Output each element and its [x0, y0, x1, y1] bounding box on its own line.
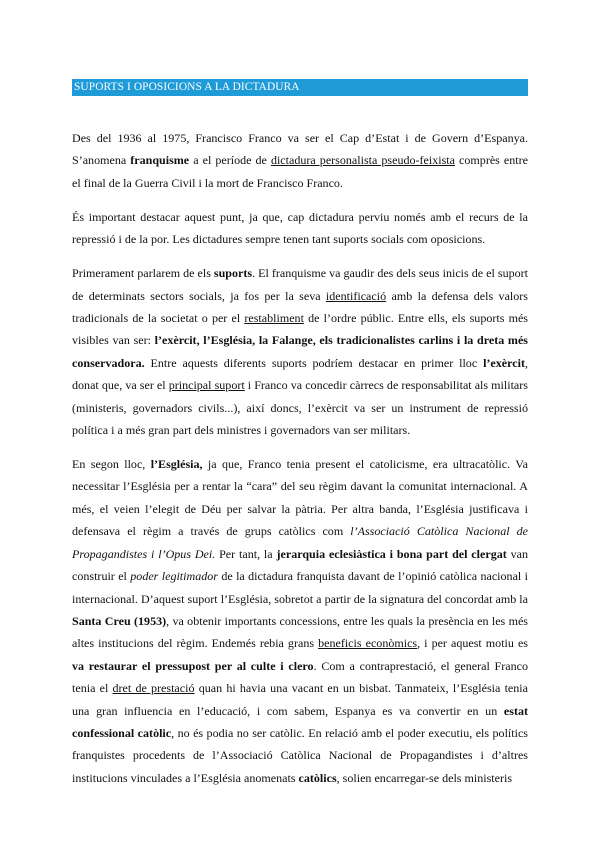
paragraph	[72, 206, 528, 251]
section-title: SUPORTS I OPOSICIONS A LA DICTADURA	[72, 79, 528, 96]
text-run: , donat que, va ser el	[72, 355, 528, 393]
underlined-text: beneficis econòmics	[318, 636, 418, 651]
bold-text: va restaurar el pressupost per al culte i clero	[72, 658, 314, 673]
text-run: ja que, Franco tenia present el catolicisme, era ultracatòlic. Va necessitar l’Església per a rentar la “cara” del seu règim davant la comunitat internacional. A més, el veien l’elegit de Déu per salvar la pàtria. Per altra banda, l’Església justificava i defensava el règim a través de grups catòlics com	[72, 457, 528, 539]
italic-text: l’Associació Catòlica Nacional de Propagandistes i l’Opus Dei.	[72, 524, 529, 561]
paragraph	[72, 262, 528, 441]
underlined-text: principal suport	[168, 378, 245, 393]
text-run: Entre aquests diferents suports podríem destacar en primer lloc	[144, 355, 484, 370]
bold-text: l’Església,	[150, 457, 203, 472]
text-run: , i per aquest motiu es	[417, 636, 528, 651]
paragraph	[72, 127, 528, 194]
text-run: . El franquisme va gaudir des dels seus inicis de el suport de determinats sectors socials, ja fos per la seva	[72, 266, 529, 303]
text-run: , no és podia no ser catòlic. En relació amb el poder executiu, els polítics franquistes procedents de l’Associació Catòlica Nacional de Propagandistes i d’altres institucions vinculades a l’Església anomenats	[72, 725, 528, 785]
text-run: Primerament parlarem de els	[72, 266, 214, 281]
text-run: comprès entre el final de la Guerra Civil i la mort de Francisco Franco.	[72, 153, 528, 190]
text-run: quan hi havia una vacant en un bisbat. Tanmateix, l’Església tenia una gran influencia en l’educació, i com sabem, Espanya es va convertir en un	[72, 681, 528, 718]
bold-text: catòlics	[298, 770, 337, 785]
text-run: van construir el	[72, 546, 529, 584]
underlined-text: dictadura personalista pseudo-feixista	[270, 153, 455, 168]
text-run: a el període de	[189, 153, 271, 168]
paragraph	[72, 453, 528, 789]
text-run: de l’ordre públic. Entre ells, els suports més visibles van ser:	[72, 311, 528, 348]
text-run: Des del 1936 al 1975, Francisco Franco va ser el Cap d’Estat i de Govern d’Espanya. S’anomena	[72, 131, 528, 168]
bold-text: franquisme	[130, 153, 190, 168]
bold-text: jerarquia eclesiàstica i bona part del clergat	[276, 546, 507, 561]
text-run: de la dictadura franquista davant de l’opinió catòlica nacional i internacional. D’aquest suport l’Església, sobretot a partir de la signatura del concordat amb la	[72, 569, 528, 606]
bold-text: l’exèrcit	[483, 355, 525, 370]
document-body	[72, 127, 528, 801]
bold-text: suports	[213, 266, 253, 281]
bold-text: estat confessional catòlic	[72, 703, 528, 740]
text-run: És important destacar aquest punt, ja que, cap dictadura perviu només amb el recurs de la repressió i de la por. Les dictadures sempre tenen tant suports socials com oposicions.	[72, 209, 528, 247]
text-run: , va obtenir importants concessions, entre les quals la presència en les més altes institucions del règim. Endemés rebia grans	[72, 613, 528, 651]
text-run: , solien encarregar-se dels ministeris	[336, 770, 513, 785]
text-run: amb la defensa dels valors tradicionals de la societat o per el	[72, 288, 528, 326]
text-run: i Franco va concedir càrrecs de responsabilitat als militars (ministeris, governadors civils...), així doncs, l’exèrcit va ser un instrument de repressió política i a més gran part dels ministres i governadors van ser militars.	[72, 378, 528, 438]
italic-text: poder legitimador	[130, 569, 218, 584]
text-run: . Com a contraprestació, el general Franco tenia el	[72, 658, 529, 696]
text-run: En segon lloc,	[72, 457, 151, 472]
bold-text: l’exèrcit, l’Església, la Falange, els tradicionalistes carlins i la dreta més conservadora.	[72, 333, 528, 370]
underlined-text: restabliment	[244, 311, 304, 326]
text-run: Per tant, la	[215, 546, 277, 561]
underlined-text: identificació	[325, 288, 387, 303]
underlined-text: dret de prestació	[112, 681, 195, 696]
bold-text: Santa Creu (1953)	[72, 613, 167, 628]
